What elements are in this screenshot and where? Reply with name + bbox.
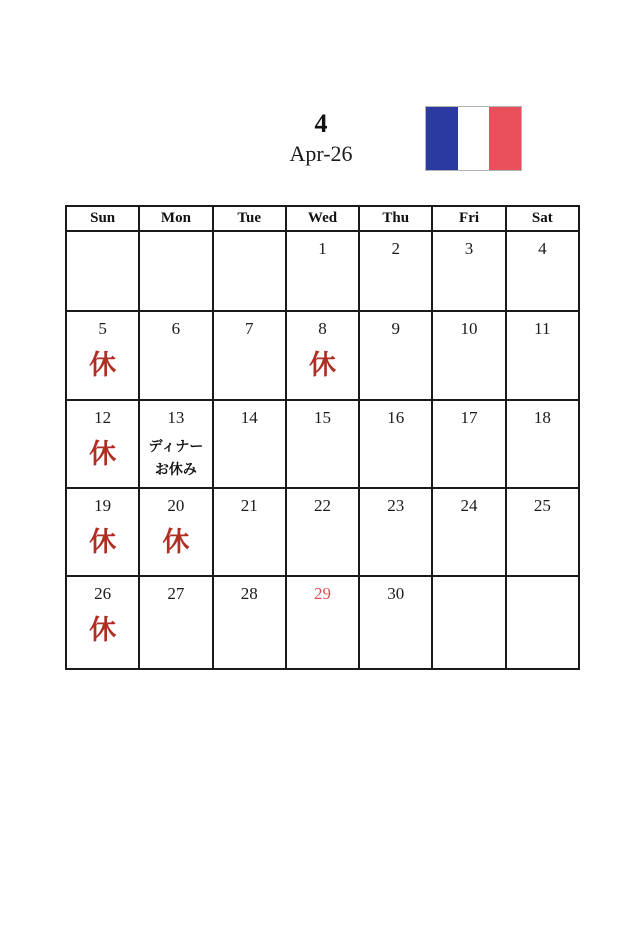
day-cell-17 <box>432 400 505 488</box>
calendar-table <box>65 205 580 670</box>
day-number: 20 <box>167 496 185 515</box>
day-number <box>507 577 578 584</box>
day-note <box>140 436 211 482</box>
day-header-fri: Fri <box>432 206 505 231</box>
day-cell-4 <box>506 231 579 311</box>
day-number: 2 <box>391 239 401 258</box>
day-cell-30 <box>359 576 432 669</box>
day-number: 21 <box>240 496 258 515</box>
day-cell-20 <box>139 488 212 576</box>
day-number: 17 <box>460 408 478 427</box>
closed-day-mark: 休 <box>162 527 190 559</box>
day-cell-6 <box>139 311 212 400</box>
day-cell-7 <box>213 311 286 400</box>
day-number: 7 <box>244 319 254 338</box>
day-note-line: ディナー <box>148 439 204 456</box>
day-cell-empty <box>506 576 579 669</box>
day-number: 30 <box>387 584 405 603</box>
day-number: 28 <box>240 584 258 603</box>
day-cell-24 <box>432 488 505 576</box>
day-cell-5 <box>66 311 139 400</box>
month-title-block <box>0 108 642 168</box>
day-cell-25 <box>506 488 579 576</box>
day-cell-11 <box>506 311 579 400</box>
day-number: 24 <box>460 496 478 515</box>
day-cell-empty <box>432 576 505 669</box>
week-row-5 <box>66 576 579 669</box>
day-number: 10 <box>460 319 478 338</box>
day-header-tue: Tue <box>213 206 286 231</box>
day-number: 27 <box>167 584 185 603</box>
day-cell-23 <box>359 488 432 576</box>
day-header-sat: Sat <box>506 206 579 231</box>
week-row-3 <box>66 400 579 488</box>
day-number: 12 <box>94 408 112 427</box>
day-number: 23 <box>387 496 405 515</box>
day-number: 15 <box>313 408 331 427</box>
day-note-line: お休み <box>154 462 197 479</box>
day-cell-21 <box>213 488 286 576</box>
closed-day-mark: 休 <box>89 615 117 647</box>
day-header-sun: Sun <box>66 206 139 231</box>
day-number: 26 <box>94 584 112 603</box>
day-cell-8 <box>286 311 359 400</box>
day-number <box>140 232 211 239</box>
day-cell-1 <box>286 231 359 311</box>
day-header-mon: Mon <box>139 206 212 231</box>
day-number: 18 <box>533 408 551 427</box>
day-number: 3 <box>464 239 474 258</box>
day-number: 5 <box>98 319 107 338</box>
flag-stripe-red <box>489 107 521 170</box>
france-flag-icon <box>425 106 522 171</box>
day-cell-22 <box>286 488 359 576</box>
week-row-2 <box>66 311 579 400</box>
day-number: 16 <box>387 408 405 427</box>
closed-day-mark: 休 <box>308 350 336 382</box>
day-cell-empty <box>66 231 139 311</box>
day-cell-2 <box>359 231 432 311</box>
day-cell-empty <box>139 231 212 311</box>
day-cell-3 <box>432 231 505 311</box>
day-number <box>67 232 138 239</box>
day-cell-12 <box>66 400 139 488</box>
day-cell-10 <box>432 311 505 400</box>
day-number: 13 <box>167 408 185 427</box>
day-number: 6 <box>171 319 181 338</box>
day-number <box>433 577 504 584</box>
flag-stripe-blue <box>426 107 458 170</box>
calendar-body <box>66 231 579 669</box>
day-cell-19 <box>66 488 139 576</box>
day-cell-14 <box>213 400 286 488</box>
month-label: Apr-26 <box>289 141 353 167</box>
day-cell-18 <box>506 400 579 488</box>
day-number: 4 <box>538 239 547 258</box>
day-number: 25 <box>533 496 551 515</box>
calendar-header <box>66 206 579 231</box>
day-number: 19 <box>94 496 112 515</box>
day-cell-15 <box>286 400 359 488</box>
day-cell-26 <box>66 576 139 669</box>
month-number: 4 <box>314 109 328 138</box>
day-of-week-row <box>66 206 579 231</box>
week-row-4 <box>66 488 579 576</box>
closed-day-mark: 休 <box>89 527 117 559</box>
day-cell-27 <box>139 576 212 669</box>
day-cell-28 <box>213 576 286 669</box>
week-row-1 <box>66 231 579 311</box>
day-number: 8 <box>318 319 327 338</box>
flag-stripe-white <box>458 107 490 170</box>
day-cell-empty <box>213 231 286 311</box>
day-cell-29 <box>286 576 359 669</box>
closed-day-mark: 休 <box>89 350 117 382</box>
day-cell-13 <box>139 400 212 488</box>
day-number: 9 <box>391 319 401 338</box>
day-number: 1 <box>318 239 327 258</box>
day-number: 11 <box>534 319 551 338</box>
day-number-holiday: 29 <box>313 584 331 603</box>
day-cell-9 <box>359 311 432 400</box>
day-number: 22 <box>313 496 331 515</box>
day-number: 14 <box>240 408 258 427</box>
closed-day-mark: 休 <box>89 439 117 471</box>
day-header-thu: Thu <box>359 206 432 231</box>
day-number <box>214 232 285 239</box>
day-cell-16 <box>359 400 432 488</box>
day-header-wed: Wed <box>286 206 359 231</box>
